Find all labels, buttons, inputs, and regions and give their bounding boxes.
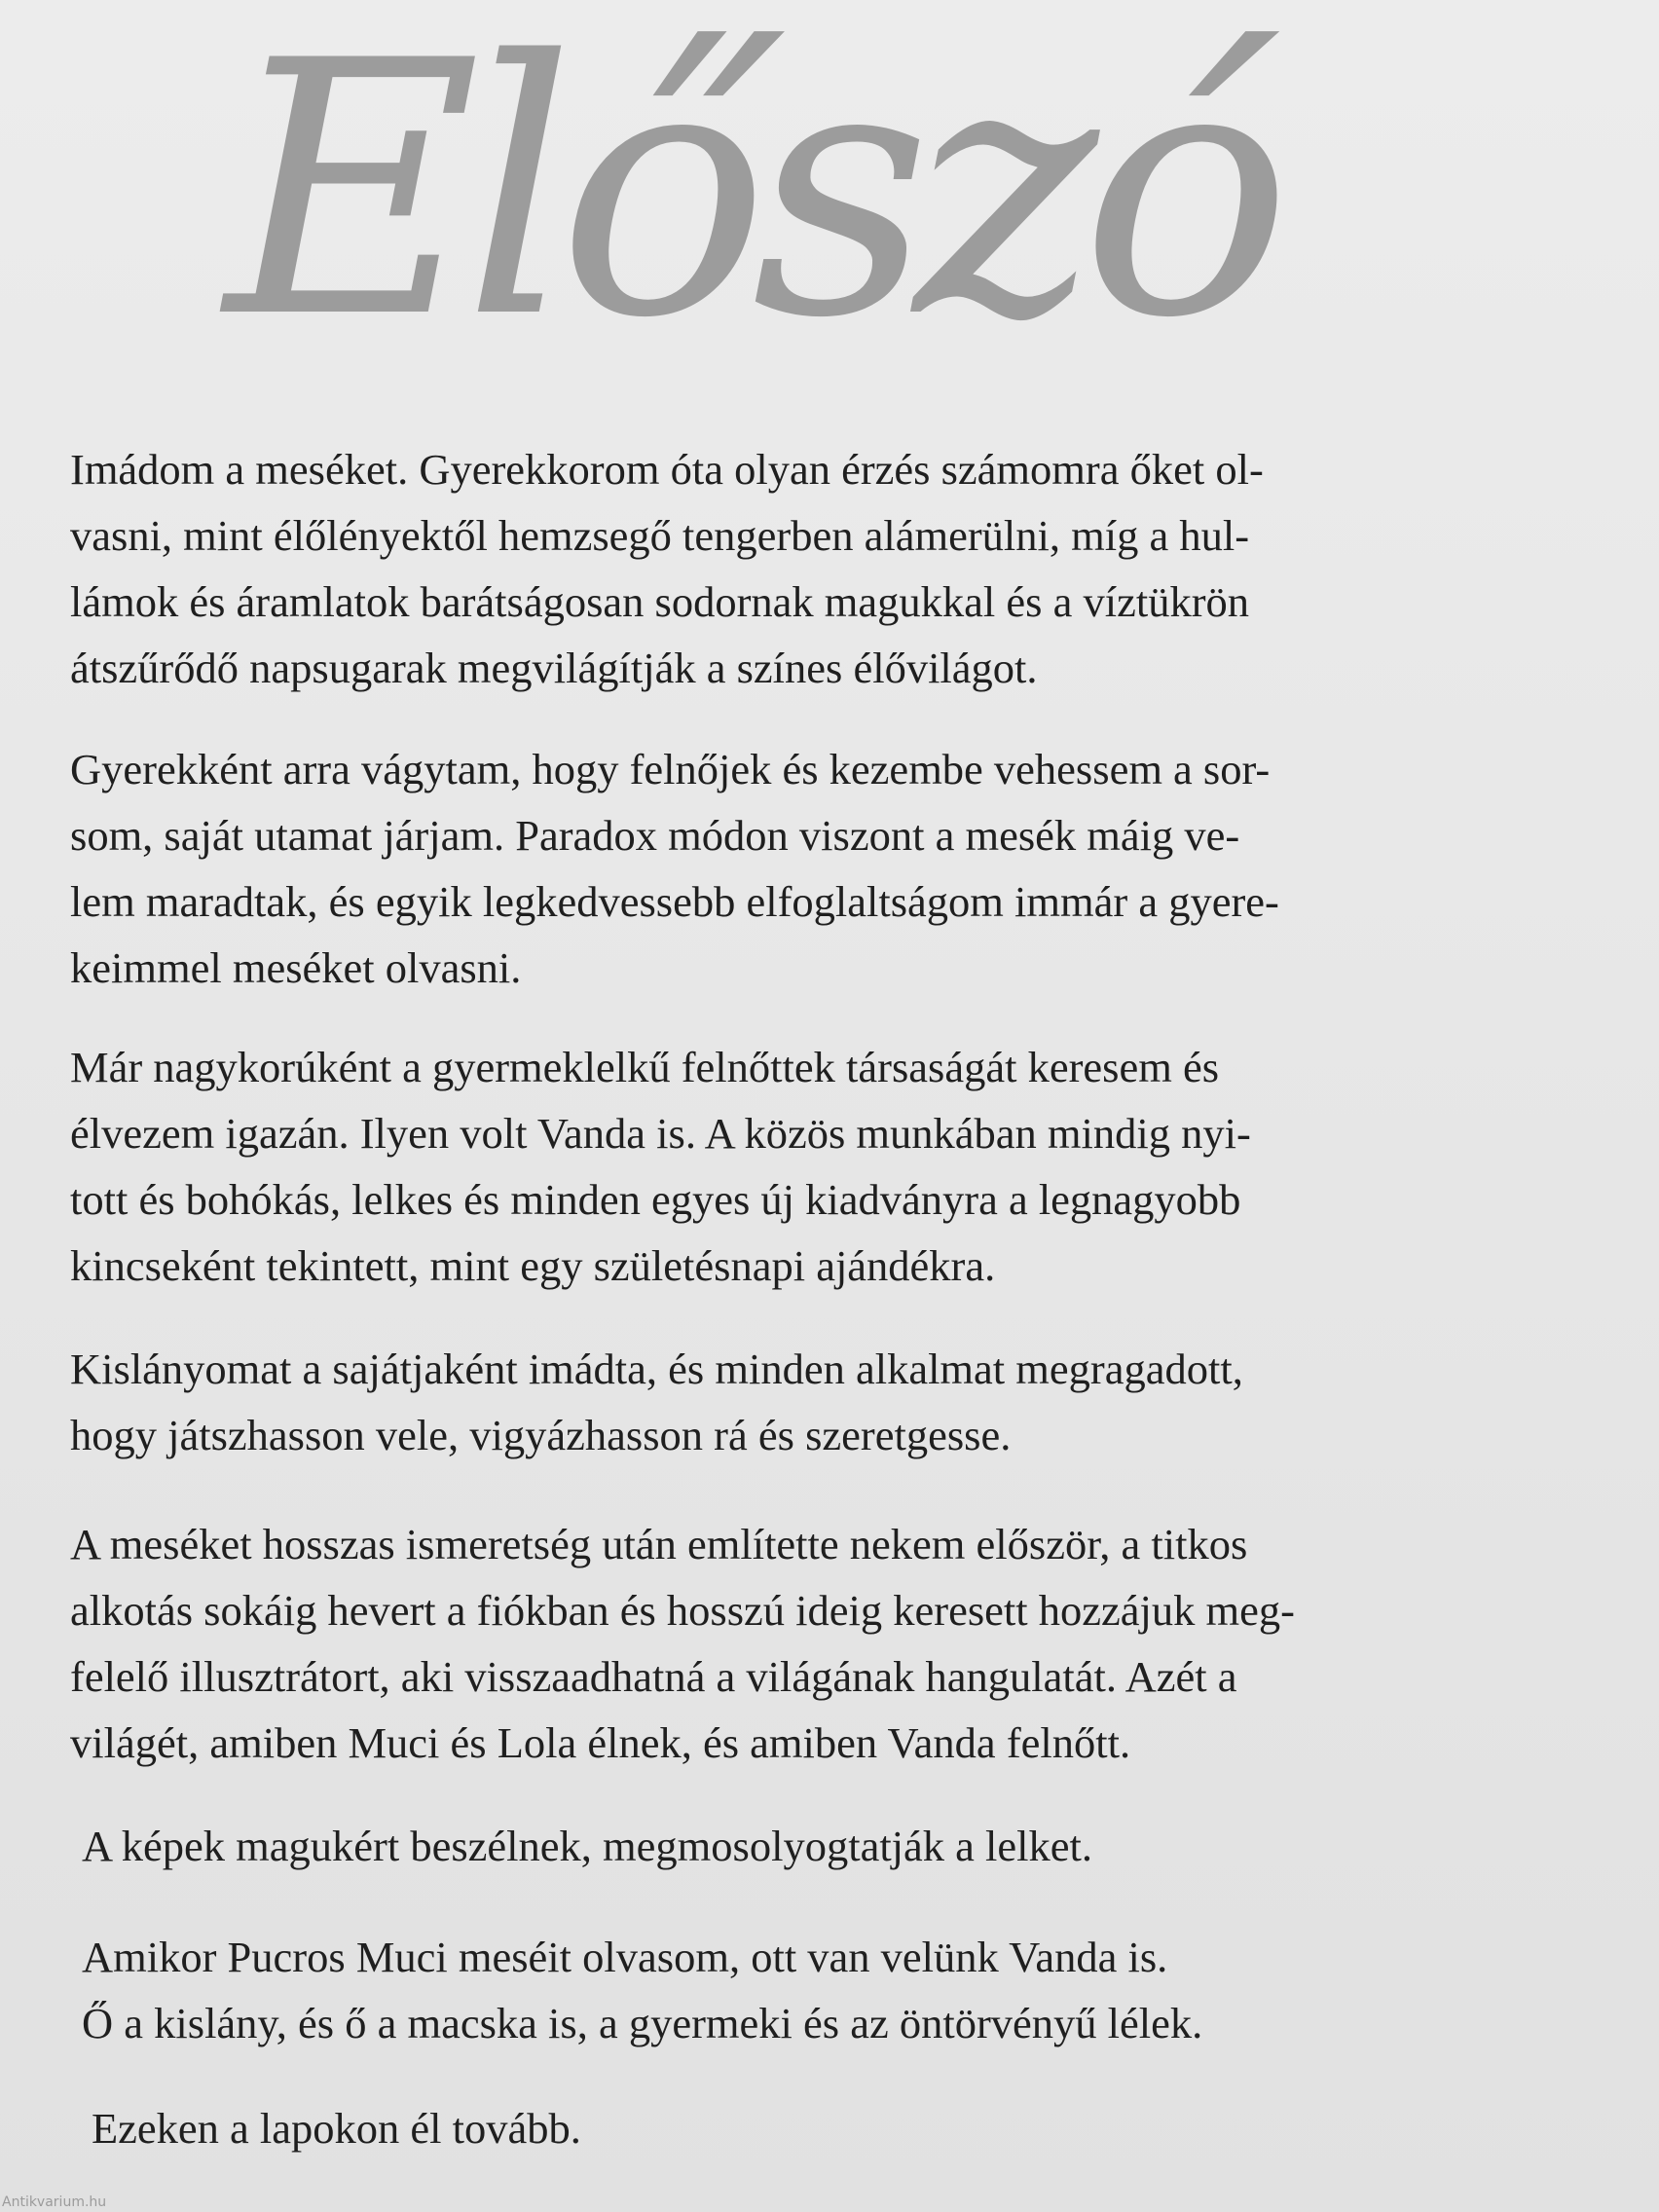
text-line: átszűrődő napsugarak megvilágítják a színes élővilágot. (70, 644, 1038, 692)
title-text: Előszó (225, 0, 1274, 394)
text-line: alkotás sokáig hevert a fiókban és hosszú ideig keresett hozzájuk meg- (70, 1586, 1295, 1635)
text-line: Ezeken a lapokon él tovább. (92, 2104, 581, 2153)
paragraph-5 (70, 1511, 1410, 1776)
text-line: Imádom a meséket. Gyerekkorom óta olyan érzés számomra őket ol- (70, 445, 1264, 494)
text-line: som, saját utamat járjam. Paradox módon viszont a mesék máig ve- (70, 811, 1240, 860)
text-line: tott és bohókás, lelkes és minden egyes új kiadványra a legnagyobb (70, 1175, 1241, 1224)
paragraph-4 (70, 1336, 1410, 1468)
paragraph-7 (82, 1924, 1416, 2056)
text-line: Már nagykorúként a gyermeklelkű felnőttek társaságát keresem és (70, 1043, 1220, 1091)
text-line: Gyerekként arra vágytam, hogy felnőjek és kezembe vehessem a sor- (70, 745, 1271, 793)
paragraph-2 (70, 736, 1410, 1001)
text-line: Kislányomat a sajátjaként imádta, és minden alkalmat megragadott, (70, 1345, 1243, 1393)
paragraph-3 (70, 1034, 1410, 1299)
paragraph-6 (82, 1813, 1421, 1879)
text-line: vasni, mint élőlényektől hemzsegő tengerben alámerülni, míg a hul- (70, 511, 1250, 560)
text-line: felelő illusztrátort, aki visszaadhatná a világának hangulatát. Azét a (70, 1652, 1237, 1701)
paragraph-1 (70, 436, 1410, 701)
text-line: élvezem igazán. Ilyen volt Vanda is. A közös munkában mindig nyi- (70, 1109, 1251, 1158)
text-line: világét, amiben Muci és Lola élnek, és amiben Vanda felnőtt. (70, 1718, 1131, 1767)
text-line: lem maradtak, és egyik legkedvessebb elfoglaltságom immár a gyere- (70, 877, 1279, 926)
text-line: keimmel meséket olvasni. (70, 943, 522, 992)
watermark: Antikvarium.hu (2, 2194, 107, 2210)
text-line: A meséket hosszas ismeretség után említette nekem először, a titkos (70, 1520, 1248, 1568)
title-lettering (225, 0, 1274, 394)
text-line: Amikor Pucros Muci meséit olvasom, ott van velünk Vanda is. (82, 1933, 1168, 1981)
text-line: kincseként tekintett, mint egy születésnapi ajándékra. (70, 1241, 996, 1290)
page-title (225, 0, 1274, 394)
text-line: lámok és áramlatok barátságosan sodornak magukkal és a víztükrön (70, 577, 1250, 626)
text-line: hogy játszhasson vele, vigyázhasson rá és szeretgesse. (70, 1411, 1012, 1459)
paragraph-8 (92, 2095, 1431, 2161)
text-line: Ő a kislány, és ő a macska is, a gyermeki és az öntörvényű lélek. (82, 1999, 1203, 2047)
text-line: A képek magukért beszélnek, megmosolyogtatják a lelket. (82, 1822, 1093, 1870)
